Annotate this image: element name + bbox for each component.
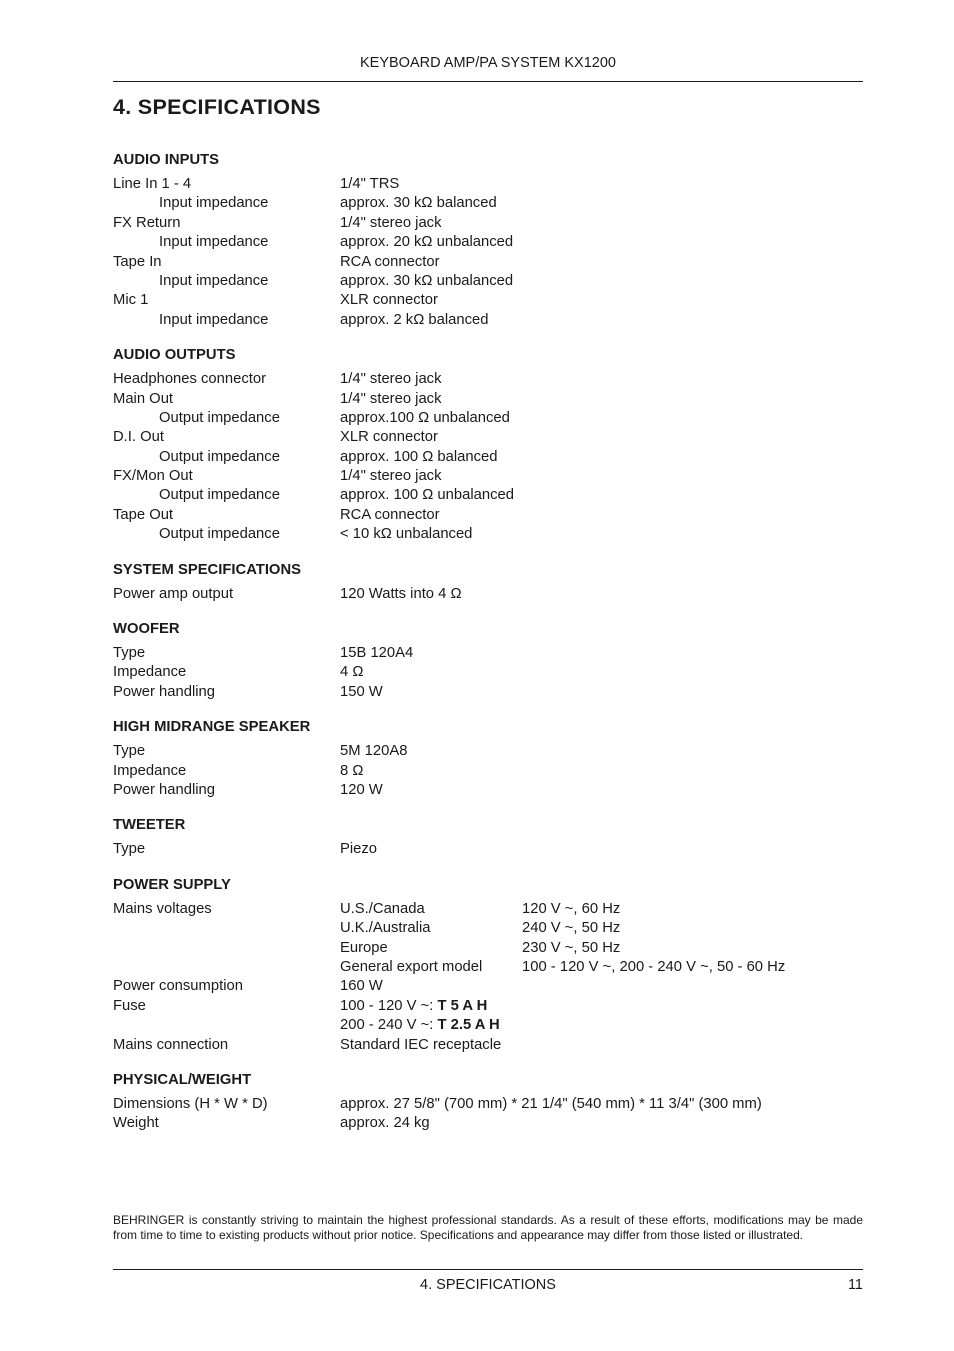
spec-value: RCA connector [340, 253, 440, 270]
spec-row [113, 840, 863, 859]
page-number: 11 [847, 1277, 863, 1293]
spec-row [113, 781, 863, 800]
section-title: PHYSICAL/WEIGHT [113, 1071, 252, 1088]
spec-value: 15B 120A4 [340, 645, 414, 662]
spec-value: 1/4" stereo jack [340, 390, 442, 407]
voltage-value: 230 V ~, 50 Hz [522, 939, 621, 956]
spec-label: Dimensions (H * W * D) [113, 1095, 268, 1112]
footer-rule [113, 1269, 863, 1270]
spec-row [113, 409, 863, 428]
spec-row [113, 194, 863, 213]
spec-value: 160 W [340, 978, 383, 995]
spec-label: Impedance [113, 664, 187, 681]
spec-label: Input impedance [159, 234, 269, 251]
spec-value: approx. 20 kΩ unbalanced [340, 234, 514, 251]
spec-label: Weight [113, 1115, 159, 1132]
footer-section-title: 4. SPECIFICATIONS [420, 1277, 556, 1293]
spec-label: Output impedance [159, 448, 280, 465]
spec-value: 1/4" stereo jack [340, 468, 442, 485]
fuse-range: 200 - 240 V ~: [340, 1017, 438, 1034]
section-physical-weight [113, 1071, 863, 1134]
fuse-value [340, 1016, 500, 1035]
spec-value: 4 Ω [340, 664, 364, 681]
spec-label: Headphones connector [113, 371, 267, 388]
section-power-supply [113, 876, 863, 1055]
spec-value: RCA connector [340, 506, 440, 523]
spec-row [113, 175, 863, 194]
section-woofer [113, 620, 863, 702]
spec-row [113, 253, 863, 272]
voltage-region: Europe [340, 939, 388, 956]
disclaimer-footnote: BEHRINGER is constantly striving to maintain the highest professional standards. As a result of these efforts, modifications may be made from time to time to existing products without prior notice. Specifications and appearance may differ from those listed or illustrated. [113, 1213, 863, 1242]
spec-label: Power handling [113, 683, 216, 700]
spec-row [113, 900, 863, 919]
spec-row [113, 291, 863, 310]
fuse-value [340, 997, 487, 1016]
section-title: AUDIO OUTPUTS [113, 347, 236, 364]
spec-row [113, 390, 863, 409]
spec-label: Fuse [113, 997, 146, 1014]
spec-label: Impedance [113, 762, 187, 779]
section-title: TWEETER [113, 817, 186, 834]
spec-value: approx. 27 5/8" (700 mm) * 21 1/4" (540 mm) * 11 3/4" (300 mm) [340, 1095, 762, 1112]
spec-label: Output impedance [159, 487, 280, 504]
spec-label: Tape In [113, 253, 162, 270]
spec-row [113, 585, 863, 604]
spec-row [113, 525, 863, 544]
running-header: KEYBOARD AMP/PA SYSTEM KX1200 [359, 55, 616, 71]
voltage-value: 120 V ~, 60 Hz [522, 900, 621, 917]
spec-label: Tape Out [113, 506, 174, 523]
spec-value: < 10 kΩ unbalanced [340, 526, 473, 543]
spec-label: Power amp output [113, 585, 234, 602]
spec-row [113, 370, 863, 389]
spec-row [113, 762, 863, 781]
section-title: WOOFER [113, 621, 180, 638]
spec-row [113, 1095, 863, 1114]
spec-value: 120 Watts into 4 Ω [340, 585, 462, 602]
spec-label: Type [113, 841, 146, 858]
voltage-region: General export model [340, 958, 483, 975]
spec-value: approx. 100 Ω unbalanced [340, 487, 514, 504]
spec-label: Power handling [113, 781, 216, 798]
spec-row [113, 958, 863, 977]
spec-label: Main Out [113, 390, 174, 407]
spec-value: Piezo [340, 841, 378, 858]
voltage-value: 100 - 120 V ~, 200 - 240 V ~, 50 - 60 Hz [522, 958, 786, 975]
spec-value: approx.100 Ω unbalanced [340, 409, 510, 426]
spec-row [113, 683, 863, 702]
spec-row [113, 214, 863, 233]
spec-row [113, 428, 863, 447]
section-title: POWER SUPPLY [113, 876, 231, 893]
section-title: AUDIO INPUTS [113, 152, 220, 168]
spec-value: 5M 120A8 [340, 743, 408, 760]
spec-row [113, 919, 863, 938]
spec-label: Input impedance [159, 195, 269, 212]
spec-value: 8 Ω [340, 762, 364, 779]
section-audio-outputs [113, 346, 863, 545]
spec-label: Line In 1 - 4 [113, 176, 192, 192]
spec-label: Power consumption [113, 978, 243, 995]
spec-value: Standard IEC receptacle [340, 1036, 502, 1053]
header-rule [113, 81, 863, 82]
spec-label: FX/Mon Out [113, 468, 193, 485]
spec-label: Mic 1 [113, 292, 149, 309]
spec-label: Input impedance [159, 272, 269, 289]
spec-value: 1/4" TRS [340, 176, 400, 192]
fuse-range: 100 - 120 V ~: [340, 997, 438, 1014]
spec-row [113, 939, 863, 958]
section-audio-inputs [113, 151, 863, 330]
spec-value: 1/4" stereo jack [340, 214, 442, 231]
spec-row [113, 644, 863, 663]
spec-value: approx. 2 kΩ balanced [340, 311, 489, 328]
spec-label: Type [113, 743, 146, 760]
section-title: SYSTEM SPECIFICATIONS [113, 561, 301, 578]
spec-label: Mains connection [113, 1036, 229, 1053]
spec-content [113, 151, 863, 1150]
section-system-specifications [113, 561, 863, 604]
spec-label: Input impedance [159, 311, 269, 328]
voltage-value: 240 V ~, 50 Hz [522, 920, 621, 937]
spec-row [113, 486, 863, 505]
spec-label: Type [113, 645, 146, 662]
section-high-midrange-speaker [113, 718, 863, 800]
spec-row [113, 1114, 863, 1133]
spec-row [113, 506, 863, 525]
spec-row [113, 1016, 863, 1035]
spec-label: Mains voltages [113, 900, 212, 917]
spec-value: approx. 100 Ω balanced [340, 448, 498, 465]
spec-value: 120 W [340, 781, 383, 798]
spec-row [113, 467, 863, 486]
section-title: HIGH MIDRANGE SPEAKER [113, 719, 311, 736]
fuse-rating: T 2.5 A H [437, 1017, 500, 1034]
spec-value: 1/4" stereo jack [340, 371, 442, 388]
voltage-region: U.K./Australia [340, 920, 431, 937]
spec-value: XLR connector [340, 429, 438, 446]
spec-value: approx. 30 kΩ unbalanced [340, 272, 514, 289]
section-tweeter [113, 816, 863, 859]
spec-label: Output impedance [159, 526, 280, 543]
spec-value: approx. 24 kg [340, 1115, 430, 1132]
spec-row [113, 663, 863, 682]
spec-label: FX Return [113, 214, 181, 231]
spec-row [113, 311, 863, 330]
spec-label: D.I. Out [113, 429, 164, 446]
page-title: 4. SPECIFICATIONS [113, 95, 321, 119]
spec-row [113, 233, 863, 252]
spec-value: approx. 30 kΩ balanced [340, 195, 497, 212]
spec-value: XLR connector [340, 292, 438, 309]
spec-row [113, 272, 863, 291]
fuse-rating: T 5 A H [437, 997, 488, 1014]
spec-row [113, 1036, 863, 1055]
spec-row [113, 977, 863, 996]
spec-label: Output impedance [159, 409, 280, 426]
spec-value: 150 W [340, 683, 383, 700]
voltage-region: U.S./Canada [340, 900, 425, 917]
spec-row [113, 742, 863, 761]
spec-row [113, 448, 863, 467]
spec-row [113, 997, 863, 1016]
